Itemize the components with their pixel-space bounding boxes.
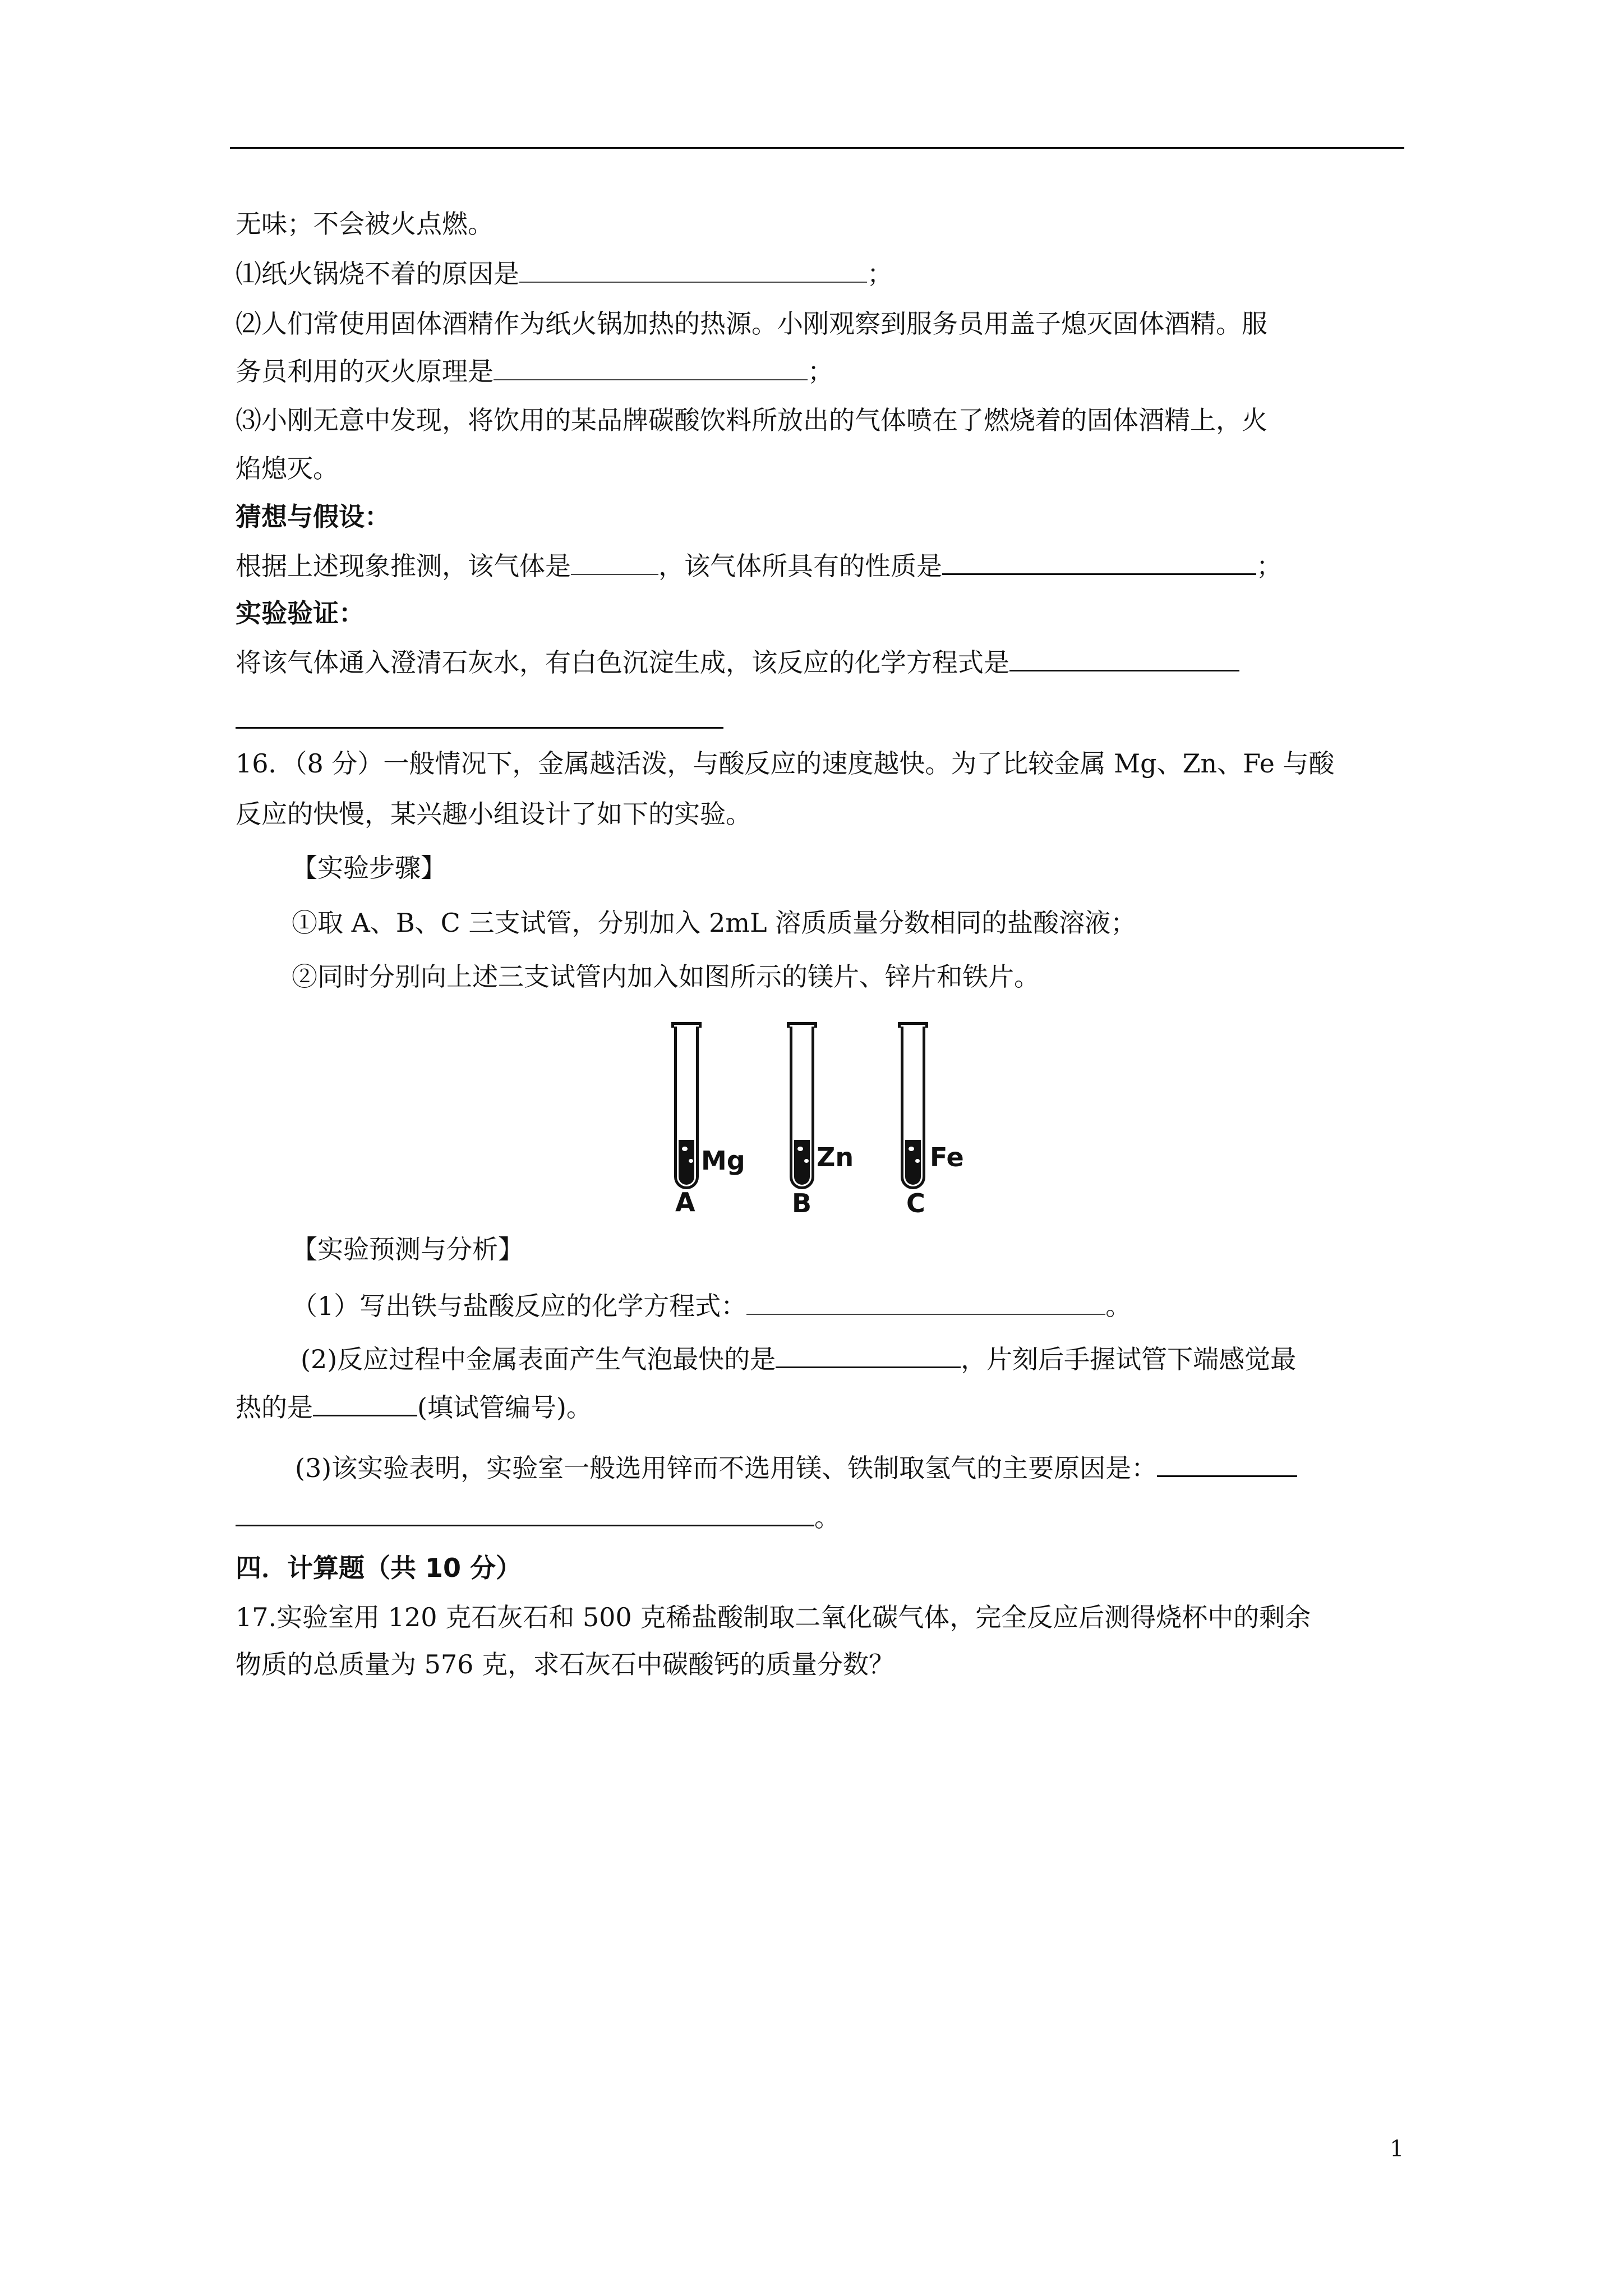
hypothesis-line: 根据上述现象推测，该气体是 ，该气体所具有的性质是 ； — [236, 547, 1282, 583]
answer-blank[interactable] — [313, 1389, 417, 1416]
q15-part2-line2: 务员利用的灭火原理是 ； — [236, 353, 833, 389]
step-1: ①取 A、B、C 三支试管，分别加入 2mL 溶质质量分数相同的盐酸溶液； — [292, 908, 1137, 938]
answer-blank[interactable] — [519, 256, 867, 283]
answer-blank[interactable] — [1009, 644, 1239, 671]
test-tubes-figure — [662, 1021, 998, 1223]
answer-blank[interactable] — [236, 1499, 814, 1526]
q15-part1: ⑴纸火锅烧不着的原因是 ； — [236, 256, 893, 291]
tube-label-b: B — [792, 1188, 812, 1218]
tube-label-a: A — [675, 1187, 695, 1217]
answer-blank[interactable] — [746, 1288, 1105, 1315]
q15-part3-line2: 焰熄灭。 — [236, 453, 339, 484]
test-tube-a — [674, 1027, 699, 1189]
q15-part3-line1: ⑶小刚无意中发现，将饮用的某品牌碳酸饮料所放出的气体喷在了燃烧着的固体酒精上，火 — [236, 405, 1267, 435]
answer-blank[interactable] — [236, 727, 723, 729]
metal-label-fe: Fe — [930, 1142, 964, 1172]
answer-blank[interactable] — [494, 353, 808, 380]
q16-line1: 16．（8 分）一般情况下，金属越活泼，与酸反应的速度越快。为了比较金属 Mg、Zn、Fe 与酸 — [236, 748, 1335, 779]
q15-part2-line1: ⑵人们常使用固体酒精作为纸火锅加热的热源。小刚观察到服务员用盖子熄灭固体酒精。服 — [236, 309, 1267, 339]
analysis-3-cont: 。 — [236, 1499, 840, 1535]
test-tube-c — [901, 1027, 925, 1189]
metal-label-zn: Zn — [817, 1142, 854, 1172]
q17-line2: 物质的总质量为 576 克，求石灰石中碳酸钙的质量分数？ — [236, 1649, 895, 1680]
tube-label-c: C — [906, 1188, 925, 1218]
verification-heading: 实验验证： — [236, 598, 365, 628]
answer-blank[interactable] — [942, 547, 1256, 575]
steps-heading: 【实验步骤】 — [292, 853, 446, 883]
text-line: 无味；不会被火点燃。 — [236, 209, 494, 239]
answer-blank[interactable] — [1157, 1450, 1297, 1477]
analysis-heading: 【实验预测与分析】 — [292, 1234, 524, 1264]
section-4-heading: 四．计算题（共 10 分） — [236, 1553, 522, 1583]
q16-line2: 反应的快慢，某兴趣小组设计了如下的实验。 — [236, 799, 751, 829]
page-number: 1 — [1390, 2136, 1404, 2162]
metal-label-mg: Mg — [701, 1145, 745, 1176]
answer-blank[interactable] — [776, 1341, 961, 1368]
header-rule — [230, 147, 1404, 149]
test-tube-b — [790, 1027, 814, 1189]
q17-line1: 17.实验室用 120 克石灰石和 500 克稀盐酸制取二氧化碳气体，完全反应后测得烧杯中的剩余 — [236, 1602, 1311, 1632]
analysis-3: (3)该实验表明，实验室一般选用锌而不选用镁、铁制取氢气的主要原因是： — [295, 1450, 1297, 1485]
step-2: ②同时分别向上述三支试管内加入如图所示的镁片、锌片和铁片。 — [292, 961, 1040, 992]
answer-blank[interactable] — [571, 548, 658, 575]
analysis-2-line1: (2)反应过程中金属表面产生气泡最快的是 ，片刻后手握试管下端感觉最 — [301, 1341, 1296, 1377]
analysis-2-line2: 热的是 (填试管编号)。 — [236, 1389, 592, 1425]
hypothesis-heading: 猜想与假设： — [236, 501, 390, 532]
verification-line: 将该气体通入澄清石灰水，有白色沉淀生成，该反应的化学方程式是 — [236, 644, 1239, 680]
analysis-1: （1）写出铁与盐酸反应的化学方程式： 。 — [292, 1288, 1131, 1323]
